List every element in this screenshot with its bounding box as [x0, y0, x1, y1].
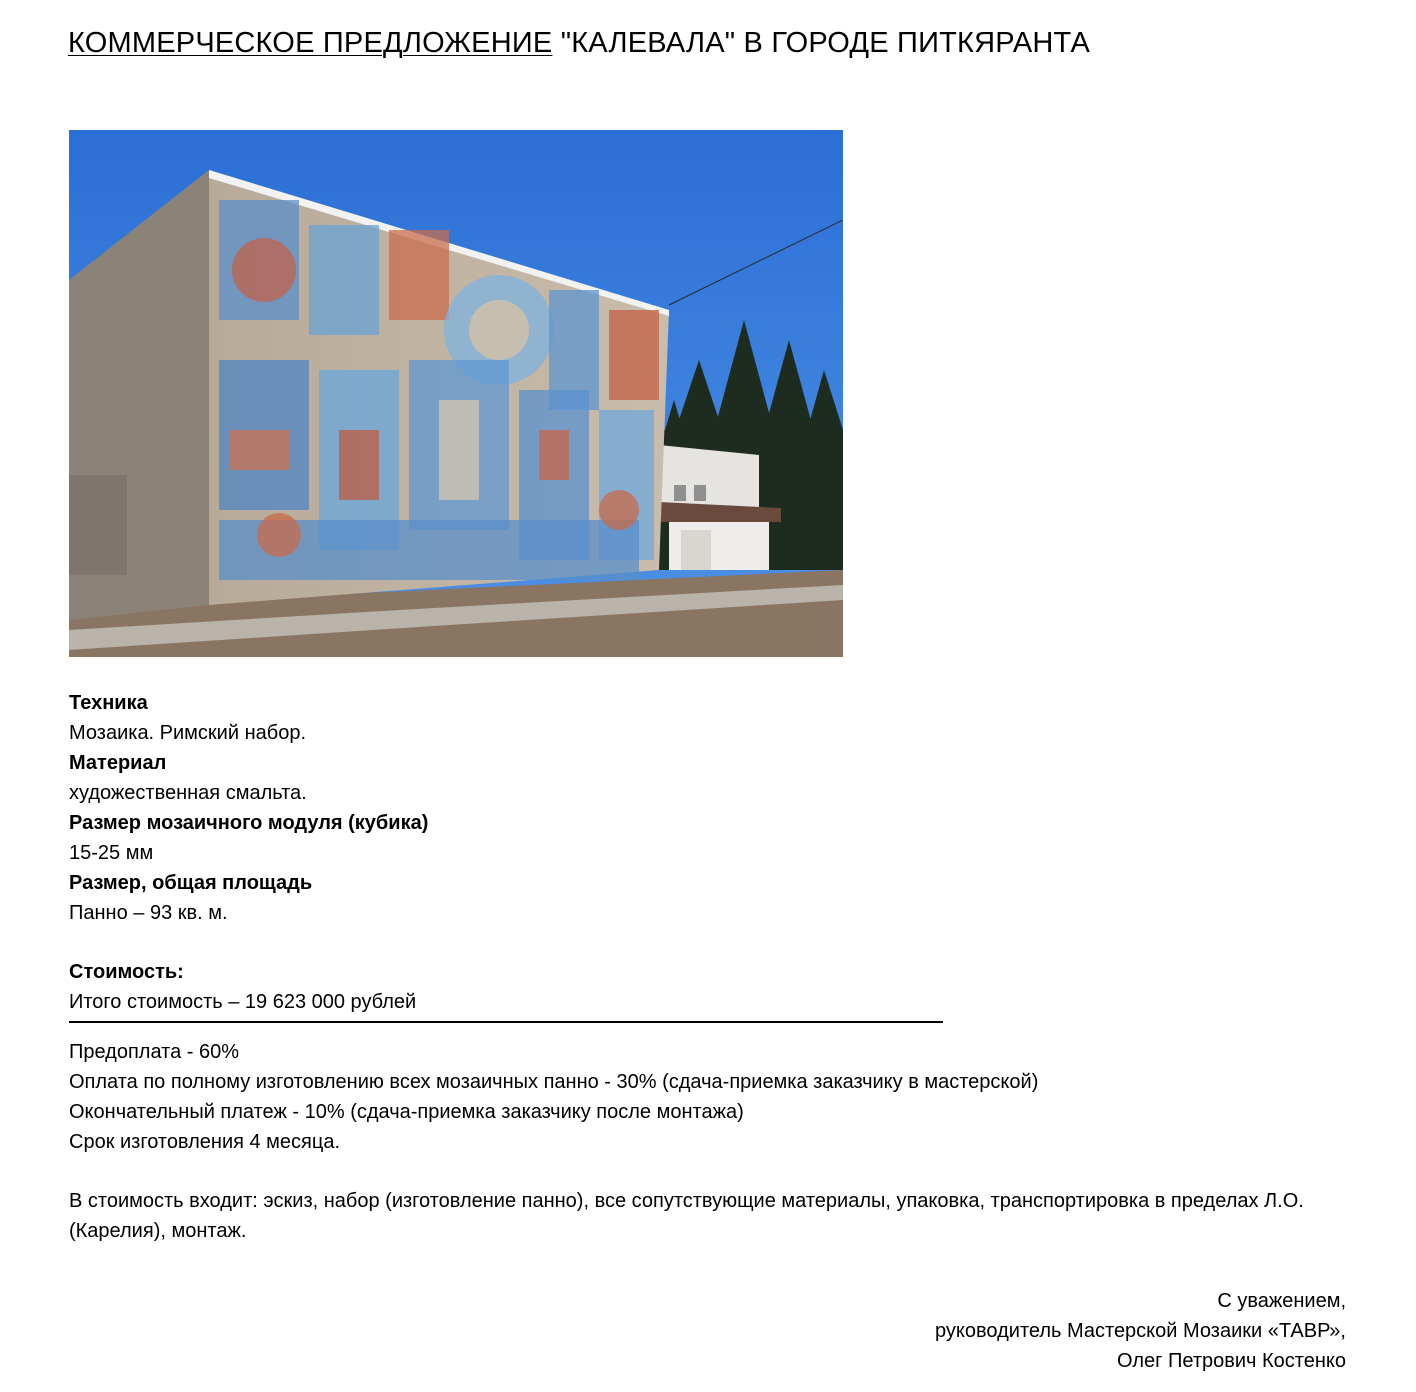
spacer: [69, 928, 1369, 957]
module-size-value: 15-25 мм: [69, 842, 154, 864]
technique-value: Мозаика. Римский набор.: [69, 722, 307, 744]
signer-position: руководитель Мастерской Мозаики «ТАВР»,: [935, 1320, 1346, 1342]
signer-name: Олег Петрович Костенко: [1117, 1350, 1346, 1372]
cost-label: Стоимость:: [69, 961, 184, 983]
material-value: художественная смальта.: [69, 782, 307, 804]
signature-block: [935, 1286, 1346, 1376]
total-area-label: Размер, общая площадь: [69, 872, 313, 894]
module-size-label: Размер мозаичного модуля (кубика): [69, 812, 429, 834]
building-illustration: [69, 130, 843, 657]
title-underlined: КОММЕРЧЕСКОЕ ПРЕДЛОЖЕНИЕ: [68, 27, 553, 59]
production-term: Срок изготовления 4 месяца.: [69, 1131, 341, 1153]
mosaic-building-photo: [69, 130, 843, 657]
page-title: [68, 27, 1090, 60]
production-payment: Оплата по полному изготовлению всех мозаичных панно - 30% (сдача-приемка заказчику в мастерской): [69, 1071, 1039, 1093]
title-rest: "КАЛЕВАЛА" В ГОРОДЕ ПИТКЯРАНТА: [552, 27, 1091, 59]
prepayment: Предоплата - 60%: [69, 1041, 240, 1063]
spacer: [69, 1157, 1369, 1186]
technique-label: Техника: [69, 692, 148, 714]
greeting: С уважением,: [1217, 1290, 1346, 1312]
final-payment: Окончательный платеж - 10% (сдача-приемка заказчику после монтажа): [69, 1101, 744, 1123]
total-cost: Итого стоимость – 19 623 000 рублей: [69, 991, 417, 1013]
price-includes: В стоимость входит: эскиз, набор (изготовление панно), все сопутствующие материалы, упаковка, транспортировка в пределах Л.О. (Карелия), монтаж.: [69, 1190, 1304, 1242]
divider: [69, 1021, 943, 1023]
material-label: Материал: [69, 752, 167, 774]
total-area-value: Панно – 93 кв. м.: [69, 902, 228, 924]
specifications: [69, 688, 1369, 1246]
